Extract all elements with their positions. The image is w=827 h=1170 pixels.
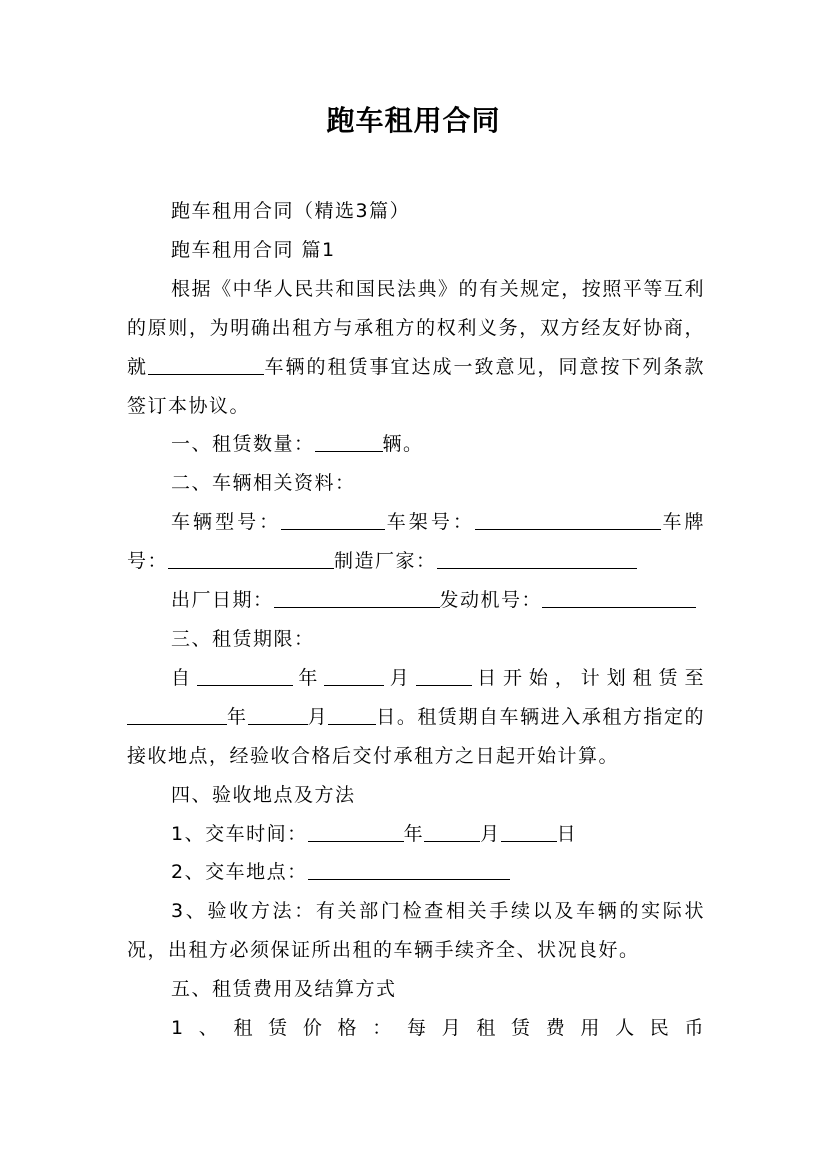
- delivery-time-field: [127, 815, 705, 854]
- term-from-label: 自: [171, 666, 197, 689]
- frame-number-label: 车架号：: [385, 511, 475, 534]
- delivery-place-field: [127, 853, 705, 892]
- intro-text-part-1: 根据《中华人民共和国民法典》的有关规定，按照平等互利的原则，为明确出租方与承租方的权利义务，双方经友好协商，就: [127, 277, 705, 378]
- section-heading: 跑车租用合同 篇1: [171, 238, 336, 261]
- end-month-label: 月: [307, 705, 329, 728]
- engine-number-blank: [542, 589, 696, 608]
- month-label: 月: [384, 666, 416, 689]
- delivery-year-label: 年: [403, 822, 425, 845]
- delivery-day-blank: [501, 823, 557, 842]
- factory-date-blank: [274, 589, 440, 608]
- frame-number-blank: [475, 511, 661, 530]
- clause-vehicle-info: 二、车辆相关资料：: [171, 472, 356, 495]
- end-day-blank: [328, 706, 376, 725]
- year-label: 年: [292, 666, 325, 689]
- clause-rental-quantity: [127, 425, 705, 464]
- plate-number-blank: [168, 550, 334, 569]
- term-end-text: 日。租赁期自车辆进入承租方指定的接收地点，经验收合格后交付承租方之日起开始计算。: [127, 705, 705, 767]
- vehicle-model-label: 车辆型号：: [171, 511, 282, 534]
- delivery-month-blank: [424, 823, 480, 842]
- delivery-place-blank: [308, 861, 510, 880]
- term-start-text: 日开始，计划租赁至: [471, 666, 705, 689]
- vehicle-info-fields: [127, 503, 705, 581]
- delivery-day-label: 日: [556, 822, 578, 845]
- quantity-unit: 辆。: [382, 433, 424, 456]
- start-year-blank: [197, 667, 293, 686]
- end-month-blank: [248, 706, 308, 725]
- manufacturer-label: 制造厂家：: [334, 550, 437, 573]
- start-month-blank: [324, 667, 384, 686]
- delivery-month-label: 月: [480, 822, 501, 845]
- factory-info-fields: [127, 581, 705, 620]
- start-day-blank: [416, 667, 472, 686]
- clause-rental-fee: 五、租赁费用及结算方式: [171, 978, 397, 1001]
- intro-paragraph: [127, 270, 705, 426]
- clause-rental-term: 三、租赁期限：: [171, 627, 315, 650]
- acceptance-method: 3、验收方法：有关部门检查相关手续以及车辆的实际状况，出租方必须保证所出租的车辆手续齐全、状况良好。: [127, 900, 705, 962]
- delivery-place-label: 2、交车地点：: [171, 861, 308, 884]
- rental-term-paragraph: [127, 659, 705, 776]
- delivery-year-blank: [308, 823, 404, 842]
- end-year-blank: [127, 706, 227, 725]
- document-body: [127, 192, 705, 1048]
- plate-number-label: 车牌号：: [127, 511, 705, 573]
- intro-text-part-2: 车辆的租赁事宜达成一致意见，同意按下列条款签订本协议。: [127, 355, 705, 417]
- delivery-time-label: 1、交车时间：: [171, 822, 308, 845]
- engine-number-label: 发动机号：: [439, 589, 543, 612]
- manufacturer-blank: [437, 550, 637, 569]
- document-title: 跑车租用合同: [326, 104, 501, 137]
- quantity-blank: [315, 433, 383, 452]
- vehicle-model-blank: [281, 511, 385, 530]
- rental-quantity-label: 一、租赁数量：: [171, 433, 315, 456]
- subtitle: 跑车租用合同（精选3篇）: [171, 200, 411, 222]
- clause-acceptance: 四、验收地点及方法: [171, 783, 356, 806]
- rental-price: 1、租赁价格：每月租赁费用人民币: [171, 1017, 705, 1040]
- factory-date-label: 出厂日期：: [171, 589, 274, 612]
- end-year-label: 年: [227, 705, 248, 728]
- vehicle-blank: [148, 356, 264, 375]
